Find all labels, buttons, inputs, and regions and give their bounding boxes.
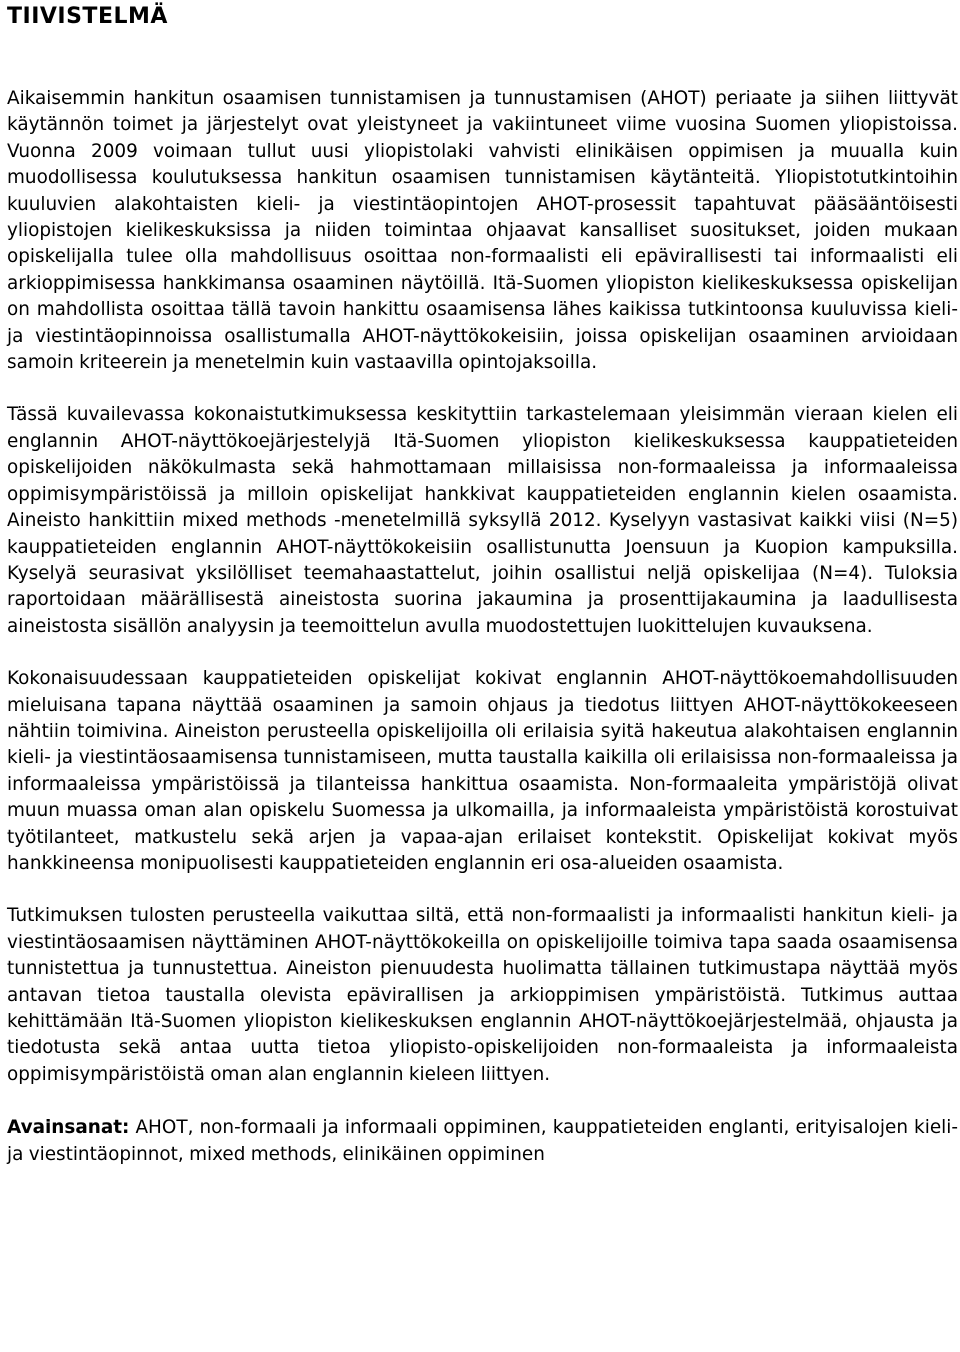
keywords-label: Avainsanat: <box>7 1117 130 1139</box>
keywords-text: AHOT, non-formaali ja informaali oppiminen, kauppatieteiden englanti, erityisalojen kieli- ja viestintäopinnot, mixed methods, elinikäinen oppiminen <box>7 1117 958 1165</box>
paragraph-background: Aikaisemmin hankitun osaamisen tunnistamisen ja tunnustamisen (AHOT) periaate ja siihen liittyvät käytännön toimet ja järjestelyt ovat yleistyneet ja vakiintuneet viime vuosina Suomen yliopistoissa. Vuonna 2009 voimaan tullut uusi yliopistolaki vahvisti elinikäisen oppimisen ja muualla kuin muodollisessa koulutuksessa hankitun osaamisen tunnistamisen käytänteitä. Yliopistotutkintoihin kuuluvien alakohtaisten kieli- ja viestintäopintojen AHOT-prosessit tapahtuvat pääsääntöisesti yliopistojen kielikeskuksissa ja niiden toimintaa ohjaavat kansalliset suositukset, joiden mukaan opiskelijalla tulee olla mahdollisuus osoittaa non-formaalisti eli epävirallisesti tai informaalisti eli arkioppimisessa hankkimansa osaaminen näytöillä. Itä-Suomen yliopiston kielikeskuksessa opiskelijan on mahdollista osoittaa tällä tavoin hankittu osaamisensa lähes kaikissa tutkintoonsa kuuluvissa kieli- ja viestintäopinnoissa osallistumalla AHOT-näyttökokeisiin, joissa opiskelijan osaaminen arvioidaan samoin kriteerein ja menetelmin kuin vastaavilla opintojaksoilla. <box>7 88 958 374</box>
keywords <box>7 1115 958 1168</box>
document-page <box>7 0 958 1168</box>
paragraph-methods: Tässä kuvailevassa kokonaistutkimuksessa keskityttiin tarkastelemaan yleisimmän vieraan kielen eli englannin AHOT-näyttökoejärjestelyjä Itä-Suomen yliopiston kielikeskuksessa kauppatieteiden opiskelijoiden näkökulmasta sekä hahmottamaan millaisissa non-formaaleissa ja informaaleissa oppimisympäristöissä ja milloin opiskelijat hankkivat kauppatieteiden englannin kielen osaamista. Aineisto hankittiin mixed methods -menetelmillä syksyllä 2012. Kyselyyn vastasivat kaikki viisi (N=5) kauppatieteiden englannin AHOT-näyttökokeisiin osallistunutta Joensuun ja Kuopion kampuksilla. Kyselyä seurasivat yksilölliset teemahaastattelut, joihin osallistui neljä opiskelijaa (N=4). Tuloksia raportoidaan määrällisestä aineistosta suorina jakaumina ja prosenttijakaumina ja laadullisesta aineistosta sisällön analyysin ja teemoittelun avulla muodostettujen luokittelujen kuvauksena. <box>7 404 958 637</box>
page-title: TIIVISTELMÄ <box>7 4 168 29</box>
paragraph-conclusions: Tutkimuksen tulosten perusteella vaikuttaa siltä, että non-formaalisti ja informaalisti hankitun kieli- ja viestintäosaamisen näyttäminen AHOT-näyttökokeilla on opiskelijoille toimiva tapa saada osaamisensa tunnistettua ja tunnustettua. Aineiston pienuudesta huolimatta tällainen tutkimustapa näyttää myös antavan tietoa taustalla olevista epävirallisen ja arkioppimisen ympäristöistä. Tutkimus auttaa kehittämään Itä-Suomen yliopiston kielikeskuksen englannin AHOT-näyttökoejärjestelmää, ohjausta ja tiedotusta sekä antaa uutta tietoa yliopisto-opiskelijoiden non-formaaleista ja informaaleista oppimisympäristöistä oman alan englannin kieleen liittyen. <box>7 905 958 1085</box>
paragraph-results: Kokonaisuudessaan kauppatieteiden opiskelijat kokivat englannin AHOT-näyttökoemahdollisuuden mieluisana tapana näyttää osaaminen ja samoin ohjaus ja tiedotus liittyen AHOT-näyttökokeeseen nähtiin toimivina. Aineiston perusteella opiskelijoilla oli erilaisia syitä hakeutua alakohtaisen englannin kieli- ja viestintäosaamisensa tunnistamiseen, mutta taustalla kaikilla oli erilaisissa non-formaaleissa ja informaaleissa ympäristöissä ja tilanteissa hankittua osaamista. Non-formaaleita ympäristöjä olivat muun muassa oman alan opiskelu Suomessa ja ulkomailla, ja informaaleista ympäristöistä korostuivat työtilanteet, matkustelu sekä arjen ja vapaa-ajan erilaiset kontekstit. Opiskelijat kokivat myös hankkineensa monipuolisesti kauppatieteiden englannin eri osa-alueiden osaamista. <box>7 668 958 874</box>
